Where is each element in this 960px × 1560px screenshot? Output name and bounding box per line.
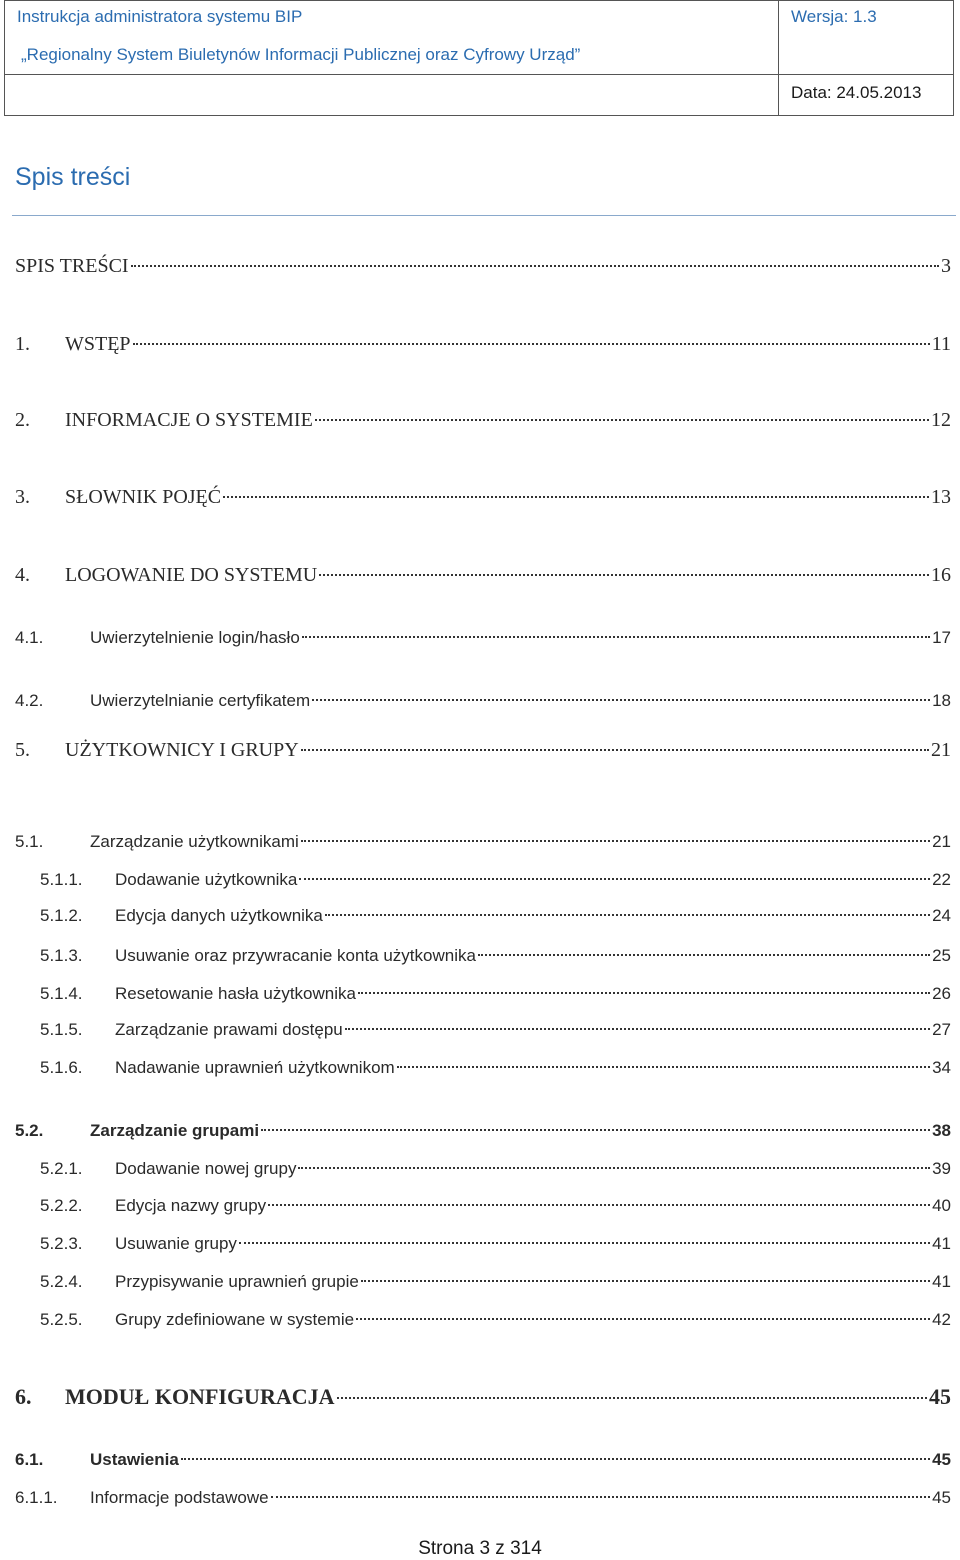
page-number-footer: Strona 3 z 314 xyxy=(418,1538,542,1559)
toc-entry-label: Edycja danych użytkownika xyxy=(115,906,323,925)
toc-entry-label: SPIS TREŚCI xyxy=(15,255,129,277)
toc-leader-dots xyxy=(131,265,939,267)
toc-entry-page: 25 xyxy=(932,946,951,965)
toc-entry-number: 6.1. xyxy=(15,1450,44,1469)
toc-entry-number: 5.1.1. xyxy=(40,870,83,889)
toc-entry-number: 5. xyxy=(15,739,30,761)
toc-entry-ustawienia[interactable] xyxy=(15,1450,951,1470)
toc-entry-page: 41 xyxy=(932,1234,951,1253)
toc-entry-label: Uwierzytelnienie login/hasło xyxy=(90,628,300,647)
toc-leader-dots xyxy=(223,496,929,498)
toc-leader-dots xyxy=(301,749,929,751)
toc-entry-przypisywanie-uprawnien[interactable] xyxy=(40,1272,951,1292)
toc-entry-page: 45 xyxy=(929,1384,951,1409)
toc-entry-edycja-danych-uzytkownika[interactable] xyxy=(40,906,951,926)
toc-entry-page: 13 xyxy=(931,486,951,508)
toc-entry-page: 38 xyxy=(932,1121,951,1140)
toc-entry-label: Zarządzanie użytkownikami xyxy=(90,832,299,851)
project-name: „Regionalny System Biuletynów Informacji Publicznej oraz Cyfrowy Urząd” xyxy=(21,45,581,64)
toc-entry-dodawanie-uzytkownika[interactable] xyxy=(40,870,951,890)
toc-entry-zarzadzanie-grupami[interactable] xyxy=(15,1121,951,1141)
toc-leader-dots xyxy=(301,840,930,842)
toc-entry-page: 45 xyxy=(932,1450,951,1469)
toc-entry-usuwanie-konta[interactable] xyxy=(40,946,951,966)
document-version: Wersja: 1.3 xyxy=(791,7,877,26)
toc-entry-label: INFORMACJE O SYSTEMIE xyxy=(65,409,313,431)
toc-entry-edycja-nazwy-grupy[interactable] xyxy=(40,1196,951,1216)
toc-leader-dots xyxy=(478,954,930,956)
toc-leader-dots xyxy=(337,1397,928,1399)
toc-entry-zarzadzanie-prawami[interactable] xyxy=(40,1020,951,1040)
toc-entry-number: 5.2.3. xyxy=(40,1234,83,1253)
toc-entry-label: Grupy zdefiniowane w systemie xyxy=(115,1310,355,1329)
toc-entry-number: 6.1.1. xyxy=(15,1488,58,1507)
toc-entry-page: 21 xyxy=(932,832,951,851)
toc-entry-informacje-podstawowe[interactable] xyxy=(15,1488,951,1508)
toc-entry-number: 3. xyxy=(15,486,30,508)
toc-leader-dots xyxy=(302,636,930,638)
toc-entry-page: 27 xyxy=(932,1020,951,1039)
toc-entry-label: Dodawanie użytkownika xyxy=(115,870,298,889)
toc-entry-number: 5.2. xyxy=(15,1121,44,1140)
toc-entry-label: SŁOWNIK POJĘĆ xyxy=(65,486,222,508)
toc-entry-dodawanie-grupy[interactable] xyxy=(40,1159,951,1179)
toc-entry-number: 2. xyxy=(15,409,30,431)
toc-entry-label: Nadawanie uprawnień użytkownikom xyxy=(115,1058,395,1077)
toc-entry-nadawanie-uprawnien[interactable] xyxy=(40,1058,951,1078)
toc-leader-dots xyxy=(319,574,929,576)
toc-leader-dots xyxy=(358,992,930,994)
toc-entry-page: 39 xyxy=(932,1159,951,1178)
toc-entry-page: 18 xyxy=(932,691,951,710)
toc-entry-number: 1. xyxy=(15,333,30,355)
toc-entry-page: 3 xyxy=(941,255,951,277)
toc-leader-dots xyxy=(299,878,930,880)
toc-entry-page: 24 xyxy=(932,906,951,925)
toc-entry-label: Zarządzanie grupami xyxy=(90,1121,260,1140)
toc-entry-page: 21 xyxy=(931,739,951,761)
toc-entry-label: MODUŁ KONFIGURACJA xyxy=(65,1384,335,1409)
toc-leader-dots xyxy=(298,1167,930,1169)
toc-leader-dots xyxy=(181,1458,930,1460)
toc-entry-page: 22 xyxy=(932,870,951,889)
toc-entry-spis-tresci[interactable] xyxy=(15,255,951,278)
toc-entry-label: UŻYTKOWNICY I GRUPY xyxy=(65,739,299,761)
toc-leader-dots xyxy=(315,419,929,421)
toc-entry-grupy-zdefiniowane[interactable] xyxy=(40,1310,951,1330)
toc-entry-label: Ustawienia xyxy=(90,1450,179,1469)
toc-entry-label: Edycja nazwy grupy xyxy=(115,1196,267,1215)
toc-entry-label: Zarządzanie prawami dostępu xyxy=(115,1020,343,1039)
toc-entry-label: LOGOWANIE DO SYSTEMU xyxy=(65,564,318,586)
toc-entry-informacje-o-systemie[interactable] xyxy=(15,409,951,432)
toc-entry-uzytkownicy-i-grupy[interactable] xyxy=(15,739,951,762)
toc-leader-dots xyxy=(325,914,930,916)
toc-entry-number: 5.2.1. xyxy=(40,1159,83,1178)
toc-entry-page: 17 xyxy=(932,628,951,647)
toc-entry-page: 42 xyxy=(932,1310,951,1329)
toc-entry-number: 5.2.2. xyxy=(40,1196,83,1215)
toc-entry-page: 16 xyxy=(931,564,951,586)
document-date: Data: 24.05.2013 xyxy=(791,83,922,102)
toc-entry-label: Usuwanie oraz przywracanie konta użytkownika xyxy=(115,946,476,965)
toc-entry-logowanie[interactable] xyxy=(15,564,951,587)
toc-entry-usuwanie-grupy[interactable] xyxy=(40,1234,951,1254)
toc-leader-dots xyxy=(261,1129,930,1131)
toc-leader-dots xyxy=(312,699,930,701)
toc-entry-label: Uwierzytelnianie certyfikatem xyxy=(90,691,311,710)
header-divider-horizontal xyxy=(5,74,953,75)
toc-entry-page: 11 xyxy=(931,333,951,355)
document-header xyxy=(4,0,954,116)
toc-entry-page: 41 xyxy=(932,1272,951,1291)
toc-leader-dots xyxy=(239,1242,930,1244)
toc-entry-label: Resetowanie hasła użytkownika xyxy=(115,984,356,1003)
toc-entry-number: 5.2.5. xyxy=(40,1310,83,1329)
toc-entry-number: 5.1.2. xyxy=(40,906,83,925)
toc-leader-dots xyxy=(356,1318,930,1320)
toc-entry-zarzadzanie-uzytkownikami[interactable] xyxy=(15,832,951,852)
toc-entry-number: 4. xyxy=(15,564,30,586)
toc-leader-dots xyxy=(361,1280,930,1282)
toc-entry-page: 45 xyxy=(932,1488,951,1507)
toc-entry-label: WSTĘP xyxy=(65,333,131,355)
toc-entry-modul-konfiguracja[interactable] xyxy=(15,1384,951,1410)
toc-entry-uwierzytelnianie-certyfikatem[interactable] xyxy=(15,691,951,711)
toc-entry-page: 34 xyxy=(932,1058,951,1077)
toc-entry-number: 5.1.6. xyxy=(40,1058,83,1077)
toc-entry-number: 4.2. xyxy=(15,691,44,710)
toc-entry-number: 5.1.4. xyxy=(40,984,83,1003)
document-title: Instrukcja administratora systemu BIP xyxy=(17,7,303,26)
toc-entry-uwierzytelnienie-login[interactable] xyxy=(15,628,951,648)
toc-leader-dots xyxy=(268,1204,930,1206)
toc-entry-label: Dodawanie nowej grupy xyxy=(115,1159,297,1178)
toc-entry-number: 5.2.4. xyxy=(40,1272,83,1291)
toc-entry-page: 40 xyxy=(932,1196,951,1215)
toc-leader-dots xyxy=(271,1496,930,1498)
toc-entry-wstep[interactable] xyxy=(15,333,951,356)
toc-entry-page: 12 xyxy=(931,409,951,431)
heading-rule xyxy=(12,215,956,216)
toc-entry-label: Informacje podstawowe xyxy=(90,1488,269,1507)
toc-entry-number: 5.1.5. xyxy=(40,1020,83,1039)
toc-entry-label: Usuwanie grupy xyxy=(115,1234,237,1253)
header-divider-vertical xyxy=(778,1,779,115)
toc-entry-label: Przypisywanie uprawnień grupie xyxy=(115,1272,359,1291)
toc-entry-number: 5.1.3. xyxy=(40,946,83,965)
toc-leader-dots xyxy=(133,343,930,345)
toc-heading: Spis treści xyxy=(15,163,131,191)
toc-entry-number: 6. xyxy=(15,1384,32,1409)
toc-leader-dots xyxy=(345,1028,930,1030)
toc-entry-number: 4.1. xyxy=(15,628,44,647)
toc-leader-dots xyxy=(397,1066,930,1068)
toc-entry-page: 26 xyxy=(932,984,951,1003)
toc-entry-number: 5.1. xyxy=(15,832,44,851)
toc-entry-resetowanie-hasla[interactable] xyxy=(40,984,951,1004)
toc-entry-slownik-pojec[interactable] xyxy=(15,486,951,509)
